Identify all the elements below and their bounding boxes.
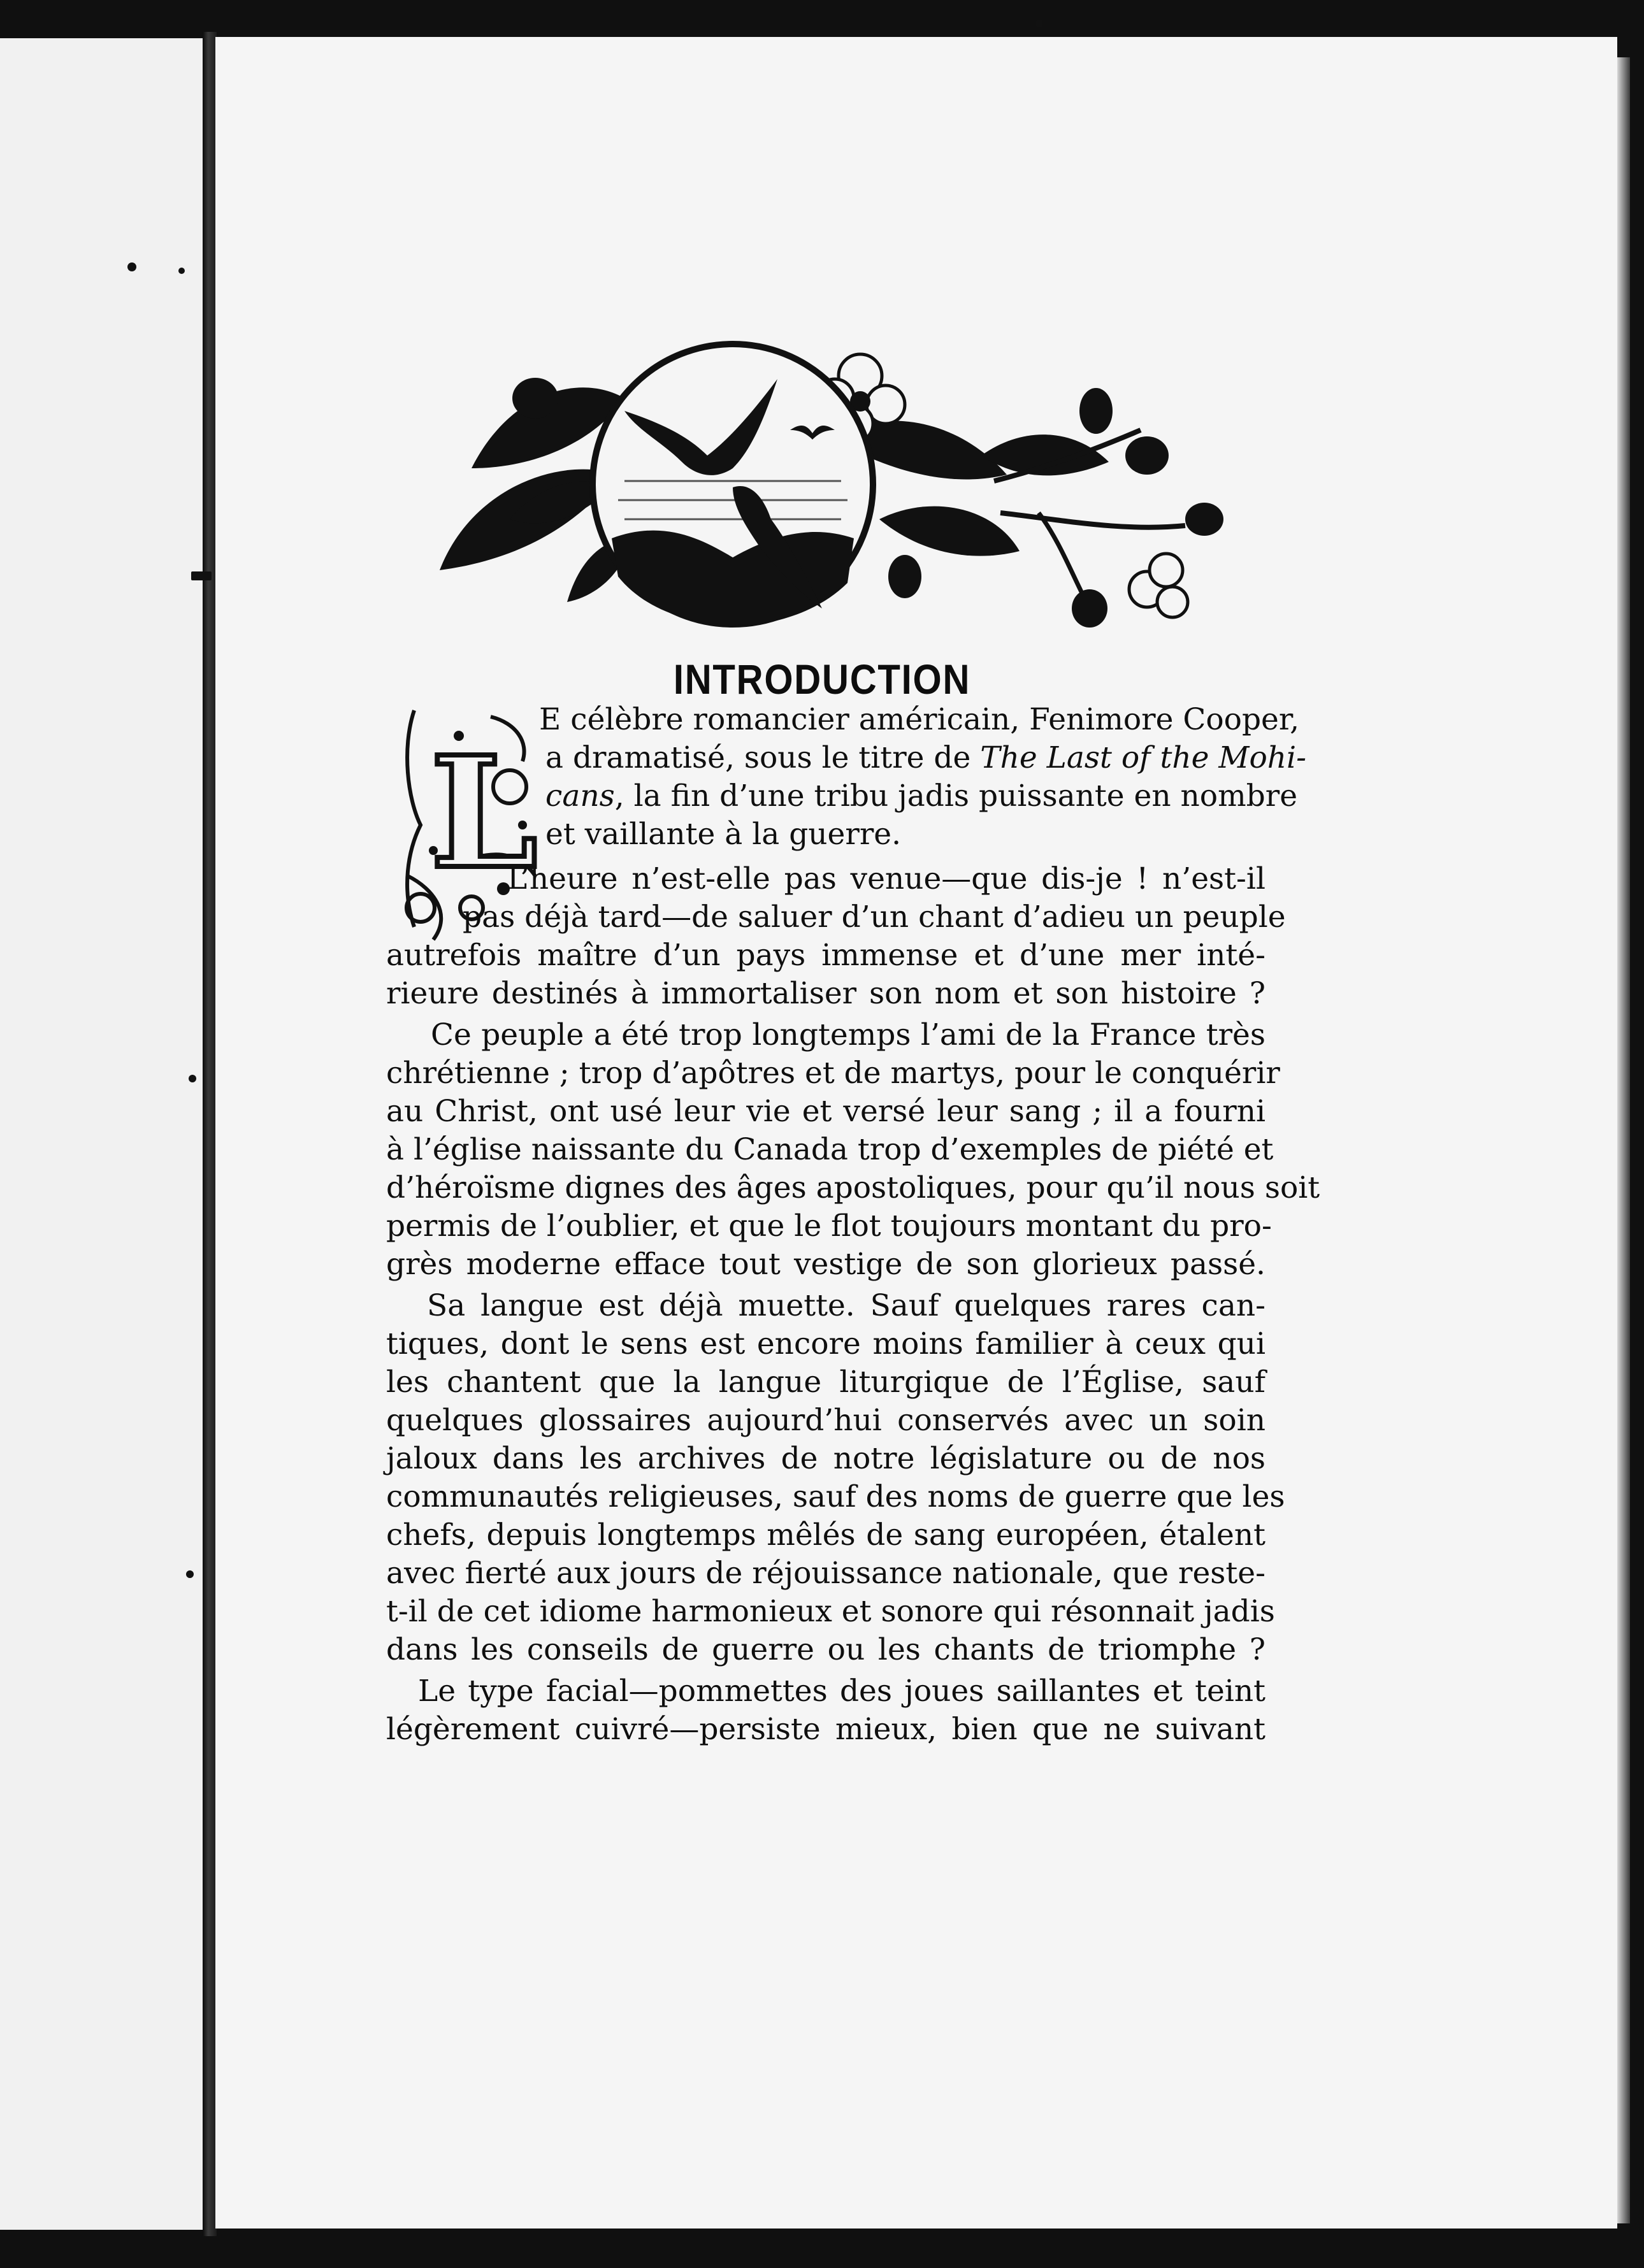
text-line: pas déjà tard—de saluer d’un chant d’adieu un peuple [463, 900, 1286, 935]
margin-mark [189, 1075, 196, 1082]
text-line: Ce peuple a été trop longtemps l’ami de la France très [431, 1017, 1265, 1052]
text-run: a dramatisé, sous le titre de [545, 740, 981, 775]
drop-cap-letter: L [430, 723, 538, 903]
text-line: chefs, depuis longtemps mêlés de sang européen, étalent [386, 1518, 1265, 1553]
text-line: et vaillante à la guerre. [545, 817, 902, 852]
text-line: jaloux dans les archives de notre législature ou de nos [386, 1441, 1265, 1476]
page-edge-shadow [1617, 57, 1630, 2223]
text-line: grès moderne efface tout vestige de son glorieux passé. [386, 1247, 1265, 1282]
book-title-end: cans [545, 779, 615, 814]
header-vignette [433, 328, 1262, 640]
text-line [545, 739, 1306, 777]
text-line: à l’église naissante du Canada trop d’exemples de piété et [386, 1132, 1274, 1167]
text-line: Le type facial—pommettes des joues saillantes et teint [418, 1674, 1265, 1709]
text-line: dans les conseils de guerre ou les chants de triomphe ? [386, 1632, 1265, 1667]
page-title: INTRODUCTION [673, 656, 971, 703]
text-line: légèrement cuivré—persiste mieux, bien que ne suivant [386, 1712, 1265, 1747]
bird-foliage-illustration [433, 328, 1262, 640]
text-line: permis de l’oublier, et que le flot toujours montant du pro- [386, 1209, 1272, 1244]
text-line: quelques glossaires aujourd’hui conservés avec un soin [386, 1403, 1265, 1438]
body-text [386, 701, 1320, 1898]
margin-mark [191, 571, 212, 580]
text-line: t-il de cet idiome harmonieux et sonore qui résonnait jadis [386, 1594, 1275, 1629]
text-line: tiques, dont le sens est encore moins familier à ceux qui [386, 1326, 1265, 1361]
text-line: autrefois maître d’un pays immense et d’une mer inté- [386, 938, 1265, 973]
text-line: avec fierté aux jours de réjouissance nationale, que reste- [386, 1556, 1265, 1591]
facing-page [0, 38, 203, 2230]
text-run: , la fin d’une tribu jadis puissante en nombre [614, 779, 1298, 814]
margin-mark [127, 262, 136, 271]
book-title: The Last of the Mohi- [980, 740, 1306, 775]
text-line [545, 777, 1298, 815]
margin-mark [178, 268, 185, 274]
margin-mark [1035, 19, 1043, 28]
text-line: au Christ, ont usé leur vie et versé leur sang ; il a fourni [386, 1094, 1265, 1129]
text-line: les chantent que la langue liturgique de l’Église, sauf [386, 1365, 1265, 1400]
book-gutter [203, 32, 217, 2236]
text-line: Sa langue est déjà muette. Sauf quelques rares can- [427, 1288, 1265, 1323]
text-line: chrétienne ; trop d’apôtres et de martys, pour le conquérir [386, 1056, 1280, 1091]
text-line: communautés religieuses, sauf des noms de guerre que les [386, 1479, 1285, 1514]
text-line: E célèbre romancier américain, Fenimore Cooper, [539, 702, 1300, 737]
text-line: d’héroïsme dignes des âges apostoliques, pour qu’il nous soit [386, 1170, 1320, 1205]
text-line: L’heure n’est-elle pas venue—que dis-je ! n’est-il [507, 861, 1265, 896]
text-line: rieure destinés à immortaliser son nom et son histoire ? [386, 976, 1265, 1011]
margin-mark [186, 1570, 194, 1578]
